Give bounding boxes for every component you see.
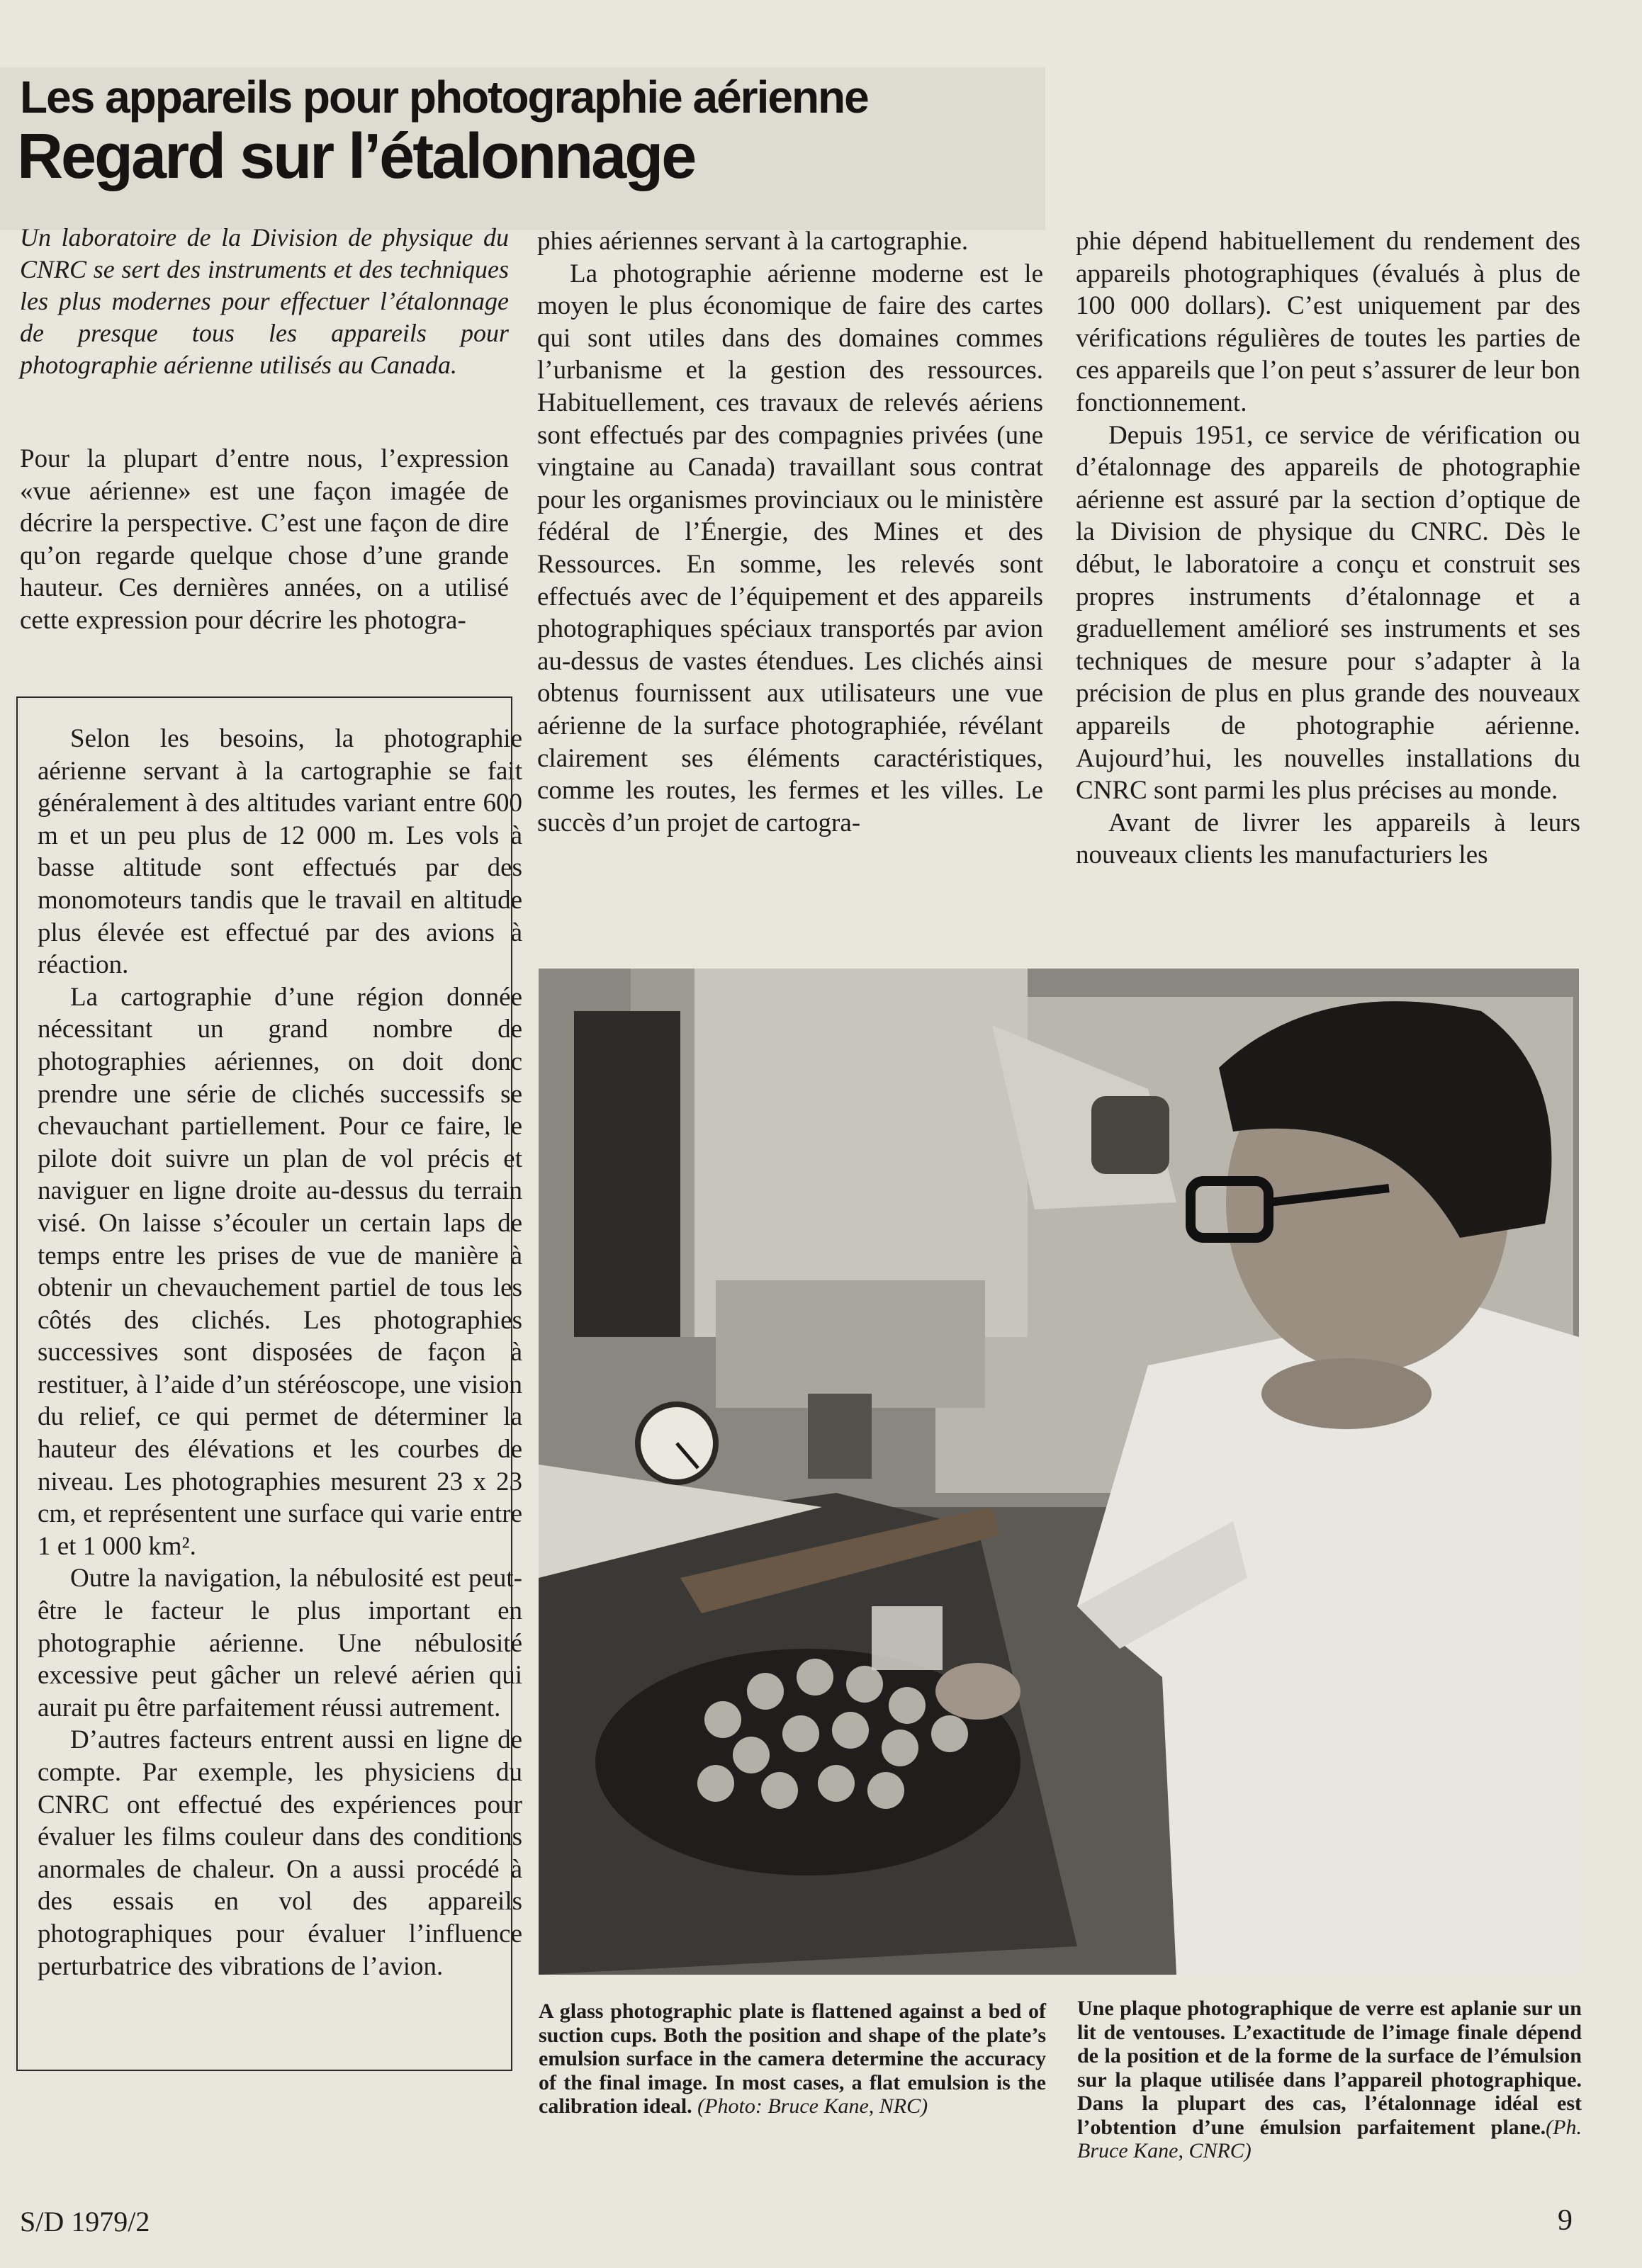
sidebar-text — [38, 723, 522, 1982]
sidebar-paragraph: Outre la navigation, la nébulosité est peut-être le facteur le plus important en photographie aérienne. Une nébulosité excessive peut gâcher un relevé aérien qui aurait pu être parfaitement réussi autrement. — [38, 1564, 522, 1722]
column-1-paragraph: Pour la plupart d’entre nous, l’expression «vue aérienne» est une façon imagée de décrire la perspective. C’est une façon de dire qu’on regarde quelque chose d’une grande hauteur. Ces dernières années, on a utilisé cette expression pour décrire les photogra- — [20, 444, 509, 635]
calibration-photo — [539, 969, 1579, 1975]
column-2 — [537, 225, 1043, 839]
column-1 — [20, 443, 509, 637]
column-3 — [1076, 225, 1580, 871]
caption-french — [1077, 1997, 1582, 2163]
sidebar-paragraph: La cartographie d’une région donnée nécessitant un grand nombre de photographies aériennes, on doit donc prendre une série de clichés successifs se chevauchant partiellement. Pour ce faire, le pilote doit suivre un plan de vol précis et naviguer en ligne droite au-dessus du terrain visé. On laisse s’écouler un certain laps de temps entre les prises de vue de manière à obtenir un chevauchement partiel de tous les côtés des clichés. Les photographies successives sont disposées de façon à restituer, à l’aide d’un stéréoscope, une vision du relief, ce qui permet de déterminer la hauteur des élévations et les courbes de niveau. Les photographies mesurent 23 x 23 cm, et représentent une surface qui varie entre 1 et 1 000 km². — [38, 982, 522, 1561]
column-2-paragraph: phies aériennes servant à la cartographie. — [537, 227, 969, 256]
column-2-paragraph: La photographie aérienne moderne est le moyen le plus économique de faire des cartes qui sont utiles dans des domaines commes l’urbanisme et la gestion des ressources. Habituellement, ces travaux de relevés aériens sont effectués par des compagnies privées (une vingtaine au Canada) travaillant sous contrat pour les organismes provinciaux ou le ministère fédéral de l’Énergie, des Mines et des Ressources. En somme, les relevés sont effectués avec de l’équipement et des appareils photographiques spéciaux transportés par avion au-dessus de vastes étendues. Les clichés ainsi obtenus fournissent aux utilisateurs une vue aérienne de la surface photographiée, révélant clairement ses éléments caractéristiques, comme les routes, les fermes et les villes. Le succès d’un projet de cartogra- — [537, 259, 1043, 837]
column-3-paragraph: Depuis 1951, ce service de vérification ou d’étalonnage des appareils de photographie aérienne est assuré par la section d’optique de la Division de physique du CNRC. Dès le début, le laboratoire a conçu et construit ses propres instruments d’étalonnage et a graduellement amélioré ses instruments et ses techniques de mesure pour s’adapter à la précision de plus en plus grande des nouveaux appareils de photographie aérienne. Aujourd’hui, les nouvelles installations du CNRC sont parmi les plus précises au monde. — [1076, 420, 1580, 806]
photo-illustration — [539, 969, 1579, 1975]
article-intro: Un laboratoire de la Division de physique du CNRC se sert des instruments et des techniques les plus modernes pour effectuer l’étalonnage de presque tous les appareils pour photographie aérienne utilisés au Canada. — [20, 223, 509, 379]
caption-french-credit: (Ph. Bruce Kane, CNRC) — [1077, 2115, 1582, 2162]
caption-english-credit: (Photo: Bruce Kane, NRC) — [697, 2094, 928, 2118]
sidebar-paragraph: Selon les besoins, la photographie aérienne servant à la cartographie se fait généralement à des altitudes variant entre 600 m et un peu plus de 12 000 m. Les vols à basse altitude sont effectués par des monomoteurs tandis que le travail en altitude plus élevée est effectué par des avions à réaction. — [38, 724, 522, 980]
column-3-paragraph: phie dépend habituellement du rendement des appareils photographiques (évalués à plus de 100 000 dollars). C’est uniquement par des vérifications régulières de toutes les parties de ces appareils que l’on peut s’assurer de leur bon fonctionnement. — [1076, 227, 1580, 417]
sidebar-paragraph: D’autres facteurs entrent aussi en ligne de compte. Par exemple, les physiciens du CNRC ont effectué des expériences pour évaluer les films couleur dans des conditions anormales de chaleur. On a aussi procédé à des essais en vol des appareils photographiques pour évaluer l’influence perturbatrice des vibrations de l’avion. — [38, 1725, 522, 1981]
caption-english — [539, 1999, 1046, 2119]
article-title: Regard sur l’étalonnage — [17, 121, 695, 192]
sidebar-box — [16, 696, 522, 2071]
issue-label: S/D 1979/2 — [20, 2206, 150, 2238]
page-number: 9 — [1558, 2204, 1573, 2237]
column-3-paragraph: Avant de livrer les appareils à leurs nouveaux clients les manufacturiers les — [1076, 808, 1580, 870]
article-kicker: Les appareils pour photographie aérienne — [20, 72, 868, 123]
caption-english-text: A glass photographic plate is flattened against a bed of suction cups. Both the position and shape of the plate’s emulsion surface in the camera determine the accuracy of the final image. In most cases, a flat emulsion is the calibration ideal. — [539, 1999, 1046, 2118]
caption-french-text: Une plaque photographique de verre est aplanie sur un lit de ventouses. L’exactitude de l’image finale dépend de la position et de la forme de la surface de l’émulsion sur la plaque utilisée dans l’appareil photographique. Dans la plupart des cas, l’étalonnage idéal est l’obtention d’une émulsion parfaitement plane. — [1077, 1997, 1582, 2139]
